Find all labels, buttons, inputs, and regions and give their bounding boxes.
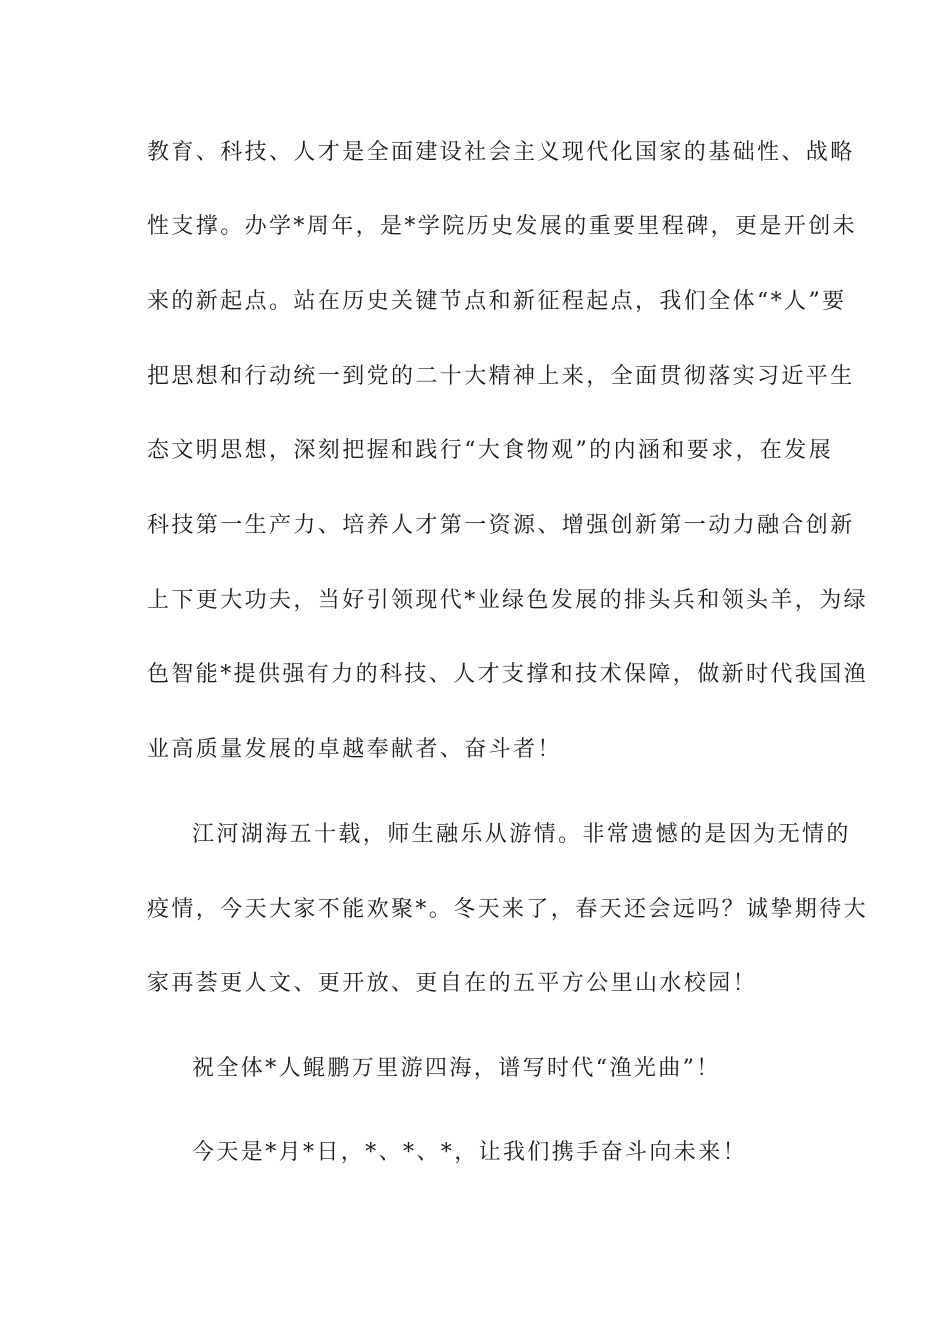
- paragraph-4-line-1: 今天是*月*日，*、*、*，让我们携手奋斗向未来！: [192, 1140, 748, 1165]
- paragraph-1-line-5: 态文明思想，深刻把握和践行“大食物观”的内涵和要求，在发展: [147, 438, 834, 463]
- paragraph-1-line-6: 科技第一生产力、培养人才第一资源、增强创新第一动力融合创新: [147, 513, 855, 538]
- paragraph-1-line-8: 色智能*提供强有力的科技、人才支撑和技术保障，做新时代我国渔: [147, 662, 869, 687]
- paragraph-1-line-2: 性支撑。办学*周年，是*学院历史发展的重要里程碑，更是开创未: [147, 214, 858, 239]
- paragraph-1-line-3: 来的新起点。站在历史关键节点和新征程起点，我们全体“*人”要: [147, 289, 847, 314]
- paragraph-2-line-3: 家再荟更人文、更开放、更自在的五平方公里山水校园！: [147, 971, 758, 996]
- paragraph-1-line-1: 教育、科技、人才是全面建设社会主义现代化国家的基础性、战略: [147, 140, 855, 165]
- paragraph-2-line-1: 江河湖海五十载，师生融乐从游情。非常遗憾的是因为无情的: [192, 822, 851, 847]
- paragraph-1-line-4: 把思想和行动统一到党的二十大精神上来，全面贯彻落实习近平生: [147, 364, 855, 389]
- paragraph-1-line-7: 上下更大功夫，当好引领现代*业绿色发展的排头兵和领头羊，为绿: [147, 588, 869, 613]
- paragraph-3-line-1: 祝全体*人鲲鹏万里游四海，谱写时代“渔光曲”！: [192, 1056, 721, 1081]
- paragraph-2-line-2: 疫情，今天大家不能欢聚*。冬天来了，春天还会远吗？诚挚期待大: [147, 897, 869, 922]
- paragraph-1-line-9: 业高质量发展的卓越奉献者、奋斗者！: [147, 737, 562, 762]
